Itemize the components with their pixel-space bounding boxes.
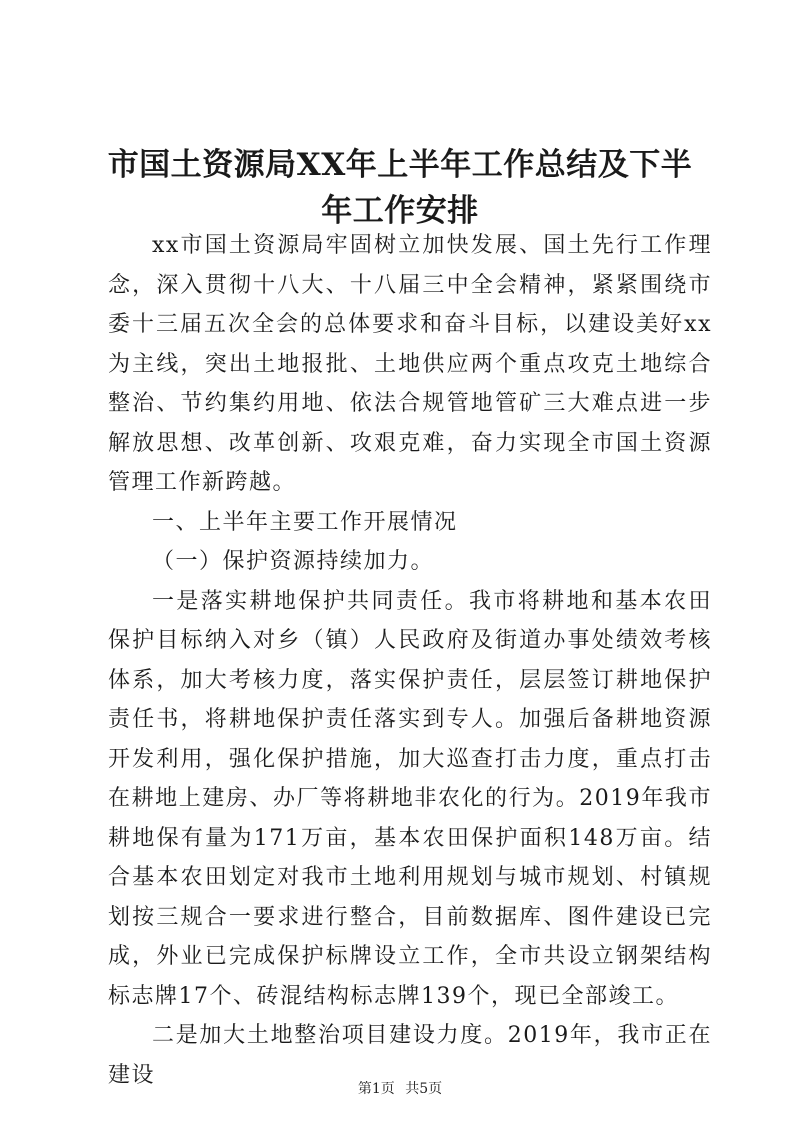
land-remediation-paragraph: 二是加大土地整治项目建设力度。2019年，我市正在建设 [108,1023,712,1088]
subsection-heading: （一）保护资源持续加力。 [152,549,435,574]
intro-paragraph: xx市国土资源局牢固树立加快发展、国土先行工作理念，深入贯彻十八大、十八届三中全会精神，紧紧围绕市委十三届五次全会的总体要求和奋斗目标，以建设美好xx为主线，突出土地报批、土地供应两个重点攻克土地综合整治、节约集约用地、依法合规管地管矿三大难点进一步解放思想、改革创新、攻艰克难，奋力实现全市国土资源管理工作新跨越。 [108,233,712,495]
document-body [108,226,712,1095]
page-total: 共5页 [405,1081,443,1097]
document-title: 市国土资源局XX年上半年工作总结及下半年工作安排 [107,147,693,229]
farmland-protection-paragraph: 一是落实耕地保护共同责任。我市将耕地和基本农田保护目标纳入对乡（镇）人民政府及街道办事处绩效考核体系，加大考核力度，落实保护责任，层层签订耕地保护责任书，将耕地保护责任落实到专人。加强后备耕地资源开发利用，强化保护措施，加大巡查打击力度，重点打击在耕地上建房、办厂等将耕地非农化的行为。2019年我市耕地保有量为171万亩，基本农田保护面积148万亩。结合基本农田划定对我市土地利用规划与城市规划、村镇规划按三规合一要求进行整合，目前数据库、图件建设已完成，外业已完成保护标牌设立工作，全市共设立钢架结构标志牌17个、砖混结构标志牌139个，现已全部竣工。 [108,588,712,1009]
page-number: 第1页 [357,1081,395,1097]
section-heading: 一、上半年主要工作开展情况 [152,509,458,535]
page-footer [0,1078,800,1098]
